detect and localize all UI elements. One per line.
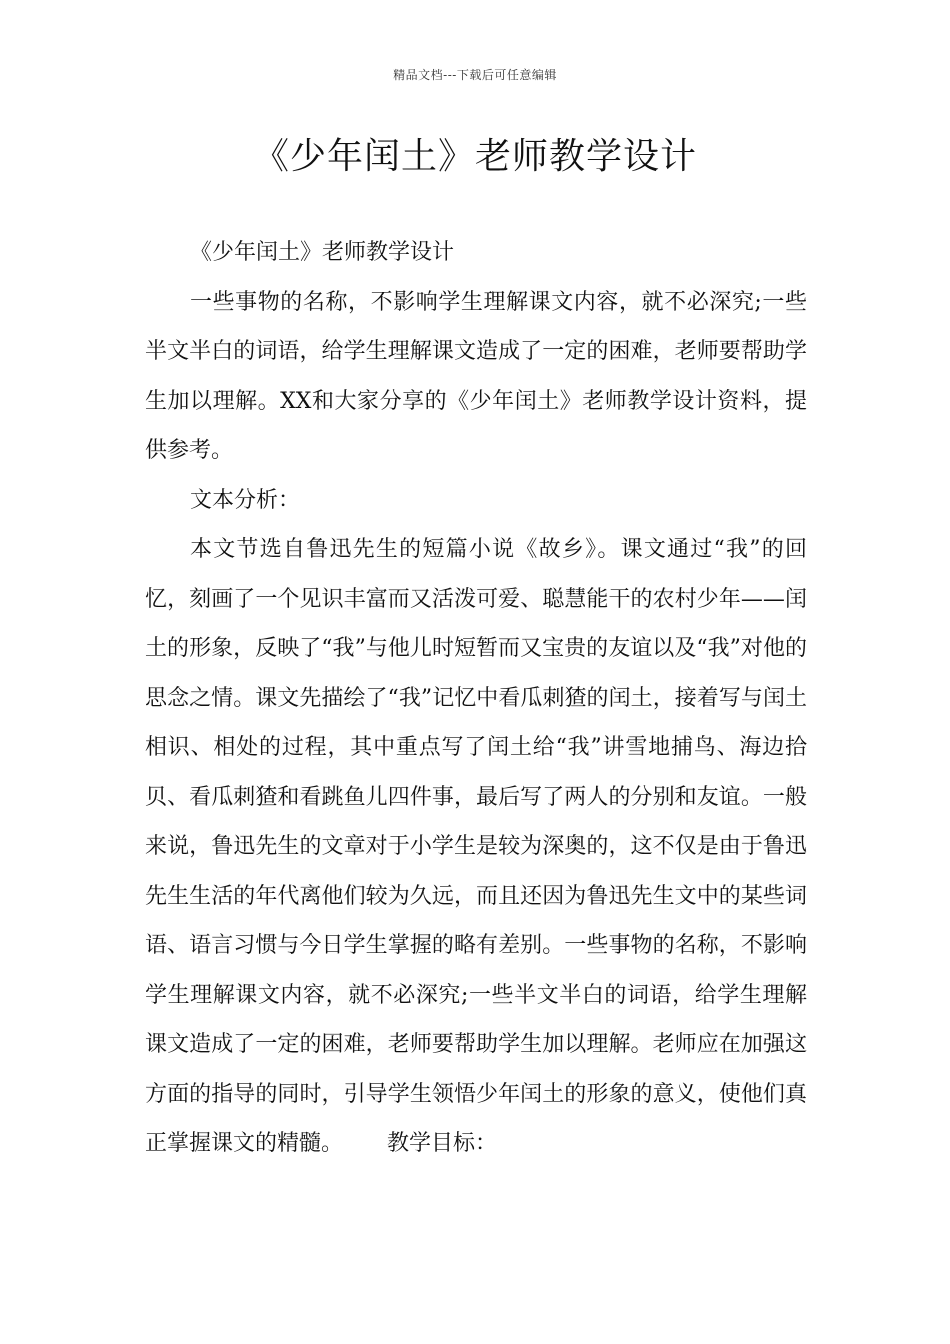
paragraph-analysis-text: 本文节选自鲁迅先生的短篇小说《故乡》。课文通过“我”的回忆，刻画了一个见识丰富而又活泼可爱、聪慧能干的农村少年——闰土的形象，反映了“我”与他儿时短暂而又宝贵的友谊以及“我”对他的思念之情。课文先描绘了“我”记忆中看瓜刺猹的闰土，接着写与闰土相识、相处的过程，其中重点写了闰土给“我”讲雪地捕鸟、海边拾贝、看瓜刺猹和看跳鱼儿四件事，最后写了两人的分别和友谊。一般来说，鲁迅先生的文章对于小学生是较为深奥的，这不仅是由于鲁迅先生生活的年代离他们较为久远，而且还因为鲁迅先生文中的某些词语、语言习惯与今日学生掌握的略有差别。一些事物的名称，不影响学生理解课文内容，就不必深究;一些半文半白的词语，给学生理解课文造成了一定的困难，老师要帮助学生加以理解。老师应在加强这方面的指导的同时，引导学生领悟少年闰土的形象的意义，使他们真正掌握课文的精髓。 xyxy=(145,537,807,1156)
paragraph-intro: 一些事物的名称，不影响学生理解课文内容，就不必深究;一些半文半白的词语，给学生理解课文造成了一定的困难，老师要帮助学生加以理解。XX和大家分享的《少年闰土》老师教学设计资料，提供参考。 xyxy=(145,289,807,463)
document-body xyxy=(145,228,807,1169)
header-note: 精品文档---下载后可任意编辑 xyxy=(393,68,557,82)
paragraph-analysis-heading: 文本分析： xyxy=(190,487,301,513)
document-title: 《少年闰土》老师教学设计 xyxy=(252,136,697,177)
paragraph-subtitle: 《少年闰土》老师教学设计 xyxy=(190,240,455,265)
teaching-goals-heading: 教学目标： xyxy=(387,1131,498,1156)
paragraph-analysis xyxy=(145,525,807,1169)
